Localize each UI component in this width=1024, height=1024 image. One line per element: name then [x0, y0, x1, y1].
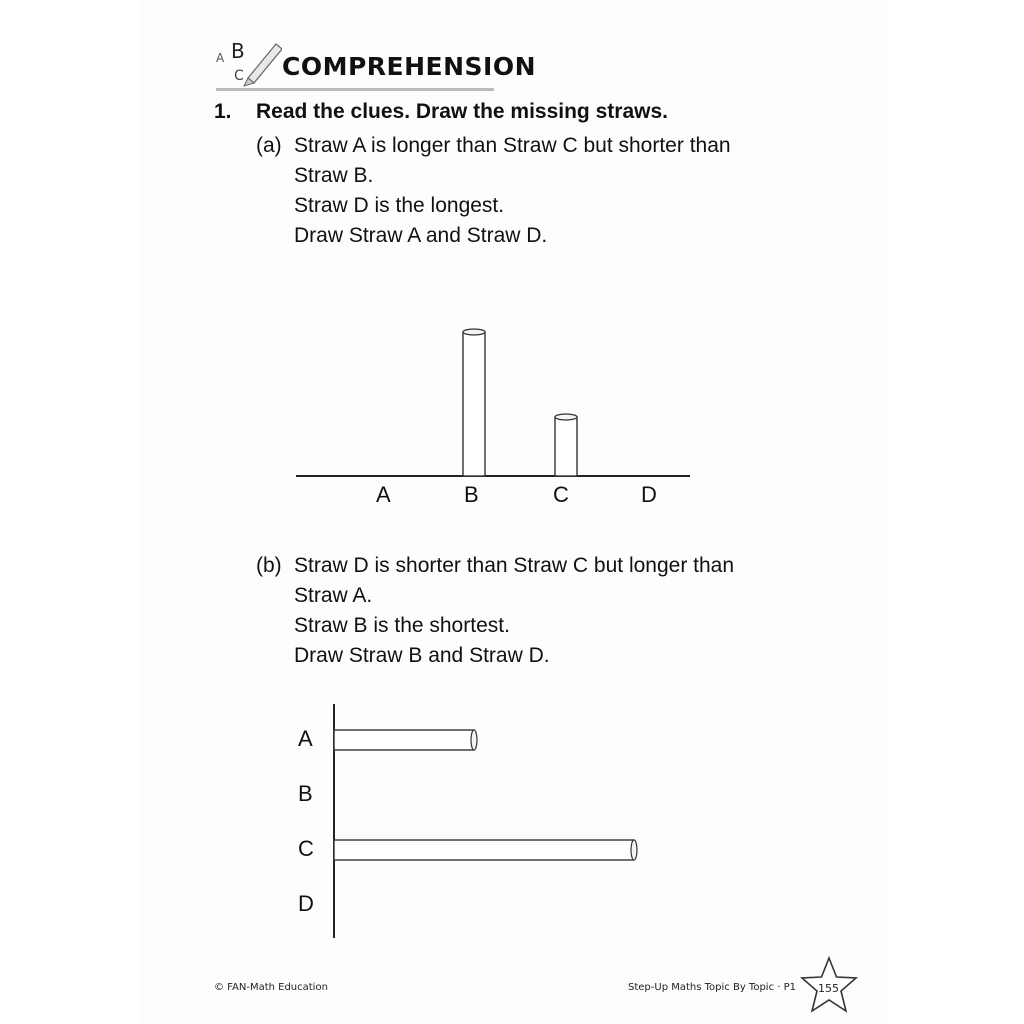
svg-text:A: A	[216, 51, 225, 65]
part-b-straw-label-a: A	[298, 726, 313, 751]
svg-text:C: C	[234, 68, 244, 84]
part-b-straw-label-c: C	[298, 836, 314, 861]
part-b-straw-label-d: D	[298, 891, 314, 916]
straw-c-horizontal	[334, 840, 637, 860]
part-b-line: Straw A.	[294, 584, 373, 607]
question-number: 1.	[214, 100, 232, 123]
section-title: COMPREHENSION	[282, 52, 537, 81]
question-instruction: Read the clues. Draw the missing straws.	[256, 100, 668, 123]
straw-b-vertical	[463, 329, 485, 476]
part-b-line: Straw B is the shortest.	[294, 614, 510, 637]
part-a-straw-label-a: A	[376, 482, 391, 507]
part-b-line: Straw D is shorter than Straw C but longer than	[294, 554, 735, 577]
straw-c-vertical	[555, 414, 577, 476]
abc-pencil-logo	[214, 38, 282, 88]
part-a-line: Straw D is the longest.	[294, 194, 505, 217]
part-a-line: Straw B.	[294, 164, 374, 187]
pencil-icon	[244, 44, 282, 86]
part-b-line: Draw Straw B and Straw D.	[294, 644, 550, 667]
section-title-underline	[216, 88, 494, 91]
part-b-straw-label-b: B	[298, 781, 313, 806]
part-b-diagram	[320, 700, 650, 945]
part-a-straw-label-d: D	[641, 482, 657, 507]
page-number: 155	[818, 982, 839, 995]
straw-a-horizontal	[334, 730, 477, 750]
footer-book-title: Step-Up Maths Topic By Topic · P1	[628, 982, 796, 993]
part-a-line: Draw Straw A and Straw D.	[294, 224, 548, 247]
part-a-label: (a)	[256, 134, 282, 157]
part-a-line: Straw A is longer than Straw C but shorter than	[294, 134, 731, 157]
footer-copyright: © FAN-Math Education	[214, 982, 328, 993]
part-a-straw-label-b: B	[464, 482, 479, 507]
part-b-label: (b)	[256, 554, 282, 577]
svg-text:B: B	[231, 39, 245, 63]
part-a-straw-label-c: C	[553, 482, 569, 507]
part-a-diagram	[290, 320, 700, 520]
